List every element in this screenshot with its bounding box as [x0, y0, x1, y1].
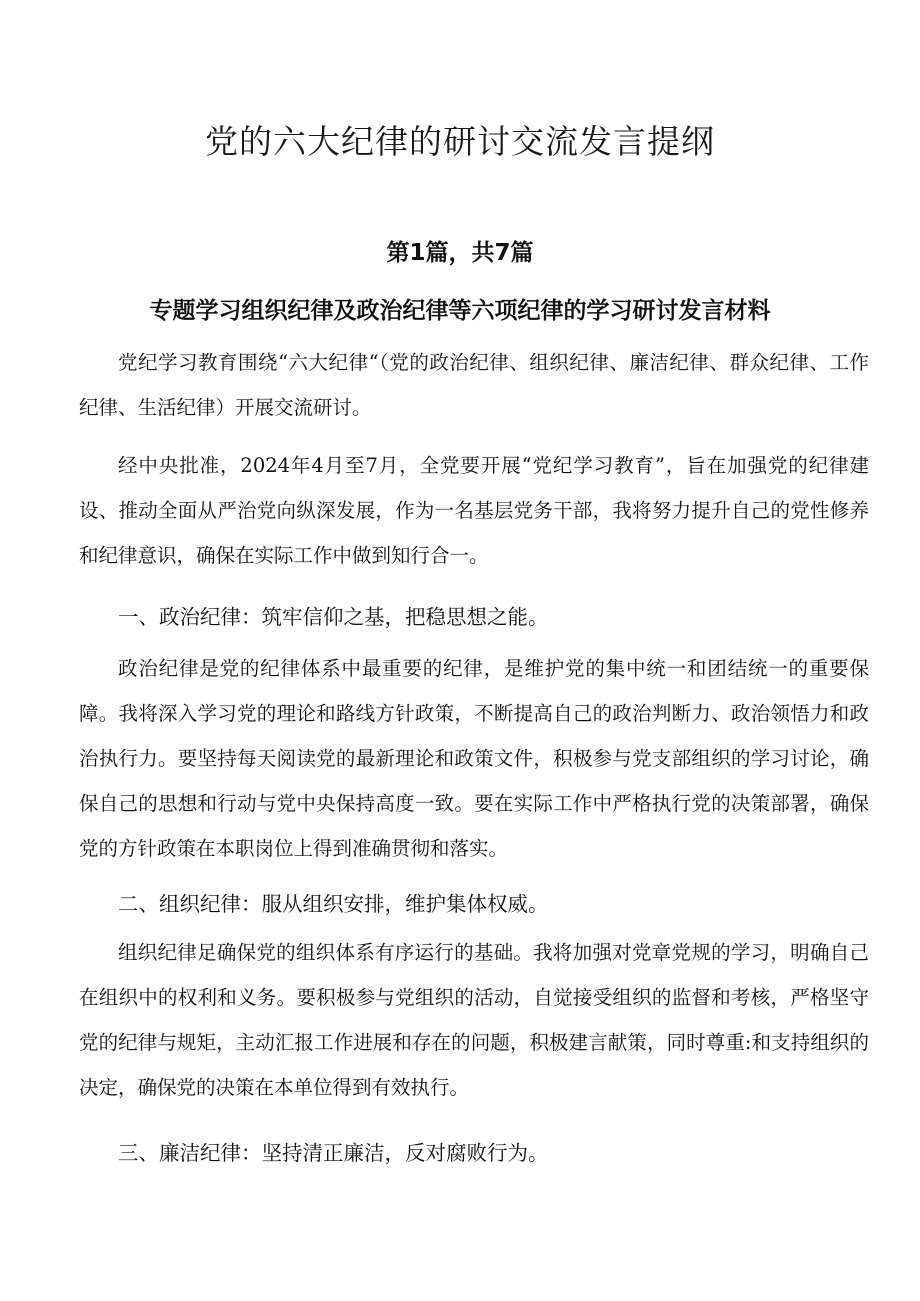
organization-paragraph: 组织纪律足确保党的组织体系有序运行的基础。我将加强对党章党规的学习，明确自己在组织中的权利和义务。要积极参与党组织的活动，自觉接受组织的监督和考核，严格坚守党的纪律与规矩，主动汇报工作进展和存在的问题，积极建言献策，同时尊重:和支持组织的决定，确保党的决策在本单位得到有效执行。 — [79, 941, 869, 1099]
document-title: 党的六大纪律的研讨交流发言提纲 — [205, 122, 715, 161]
document-subtitle: 专题学习组织纪律及政治纪律等六项纪律的学习研讨发言材料 — [149, 298, 771, 324]
background-paragraph: 经中央批准，2024年4月至7月，全党要开展“党纪学习教育”，旨在加强党的纪律建设、推动全面从严治党向纵深发展，作为一名基层党务干部，我将努力提升自己的党性修养和纪律意识，确保在实际工作中做到知行合一。 — [79, 454, 869, 567]
part-label: 第1篇，共7篇 — [386, 240, 534, 266]
section-heading-integrity: 三、廉洁纪律：坚持清正廉洁，反对腐败行为。 — [118, 1141, 549, 1165]
political-paragraph: 政治纪律是党的纪律体系中最重要的纪律，是维护党的集中统一和团结统一的重要保障。我将深入学习党的理论和路线方针政策，不断提高自己的政治判断力、政治领悟力和政治执行力。要坚持每天阅读党的最新理论和政策文件，积极参与党支部组织的学习讨论，确保自己的思想和行动与党中央保持高度一致。要在实际工作中严格执行党的决策部署，确保党的方针政策在本职岗位上得到准确贯彻和落实。 — [79, 657, 869, 860]
intro-paragraph: 党纪学习教育围绕“六大纪律“（党的政治纪律、组织纪律、廉洁纪律、群众纪律、工作纪律、生活纪律）开展交流研讨。 — [79, 351, 869, 419]
section-heading-political: 一、政治纪律：筑牢信仰之基，把稳思想之能。 — [118, 605, 549, 629]
section-heading-organization: 二、组织纪律：服从组织安排，维护集体权威。 — [118, 892, 549, 916]
